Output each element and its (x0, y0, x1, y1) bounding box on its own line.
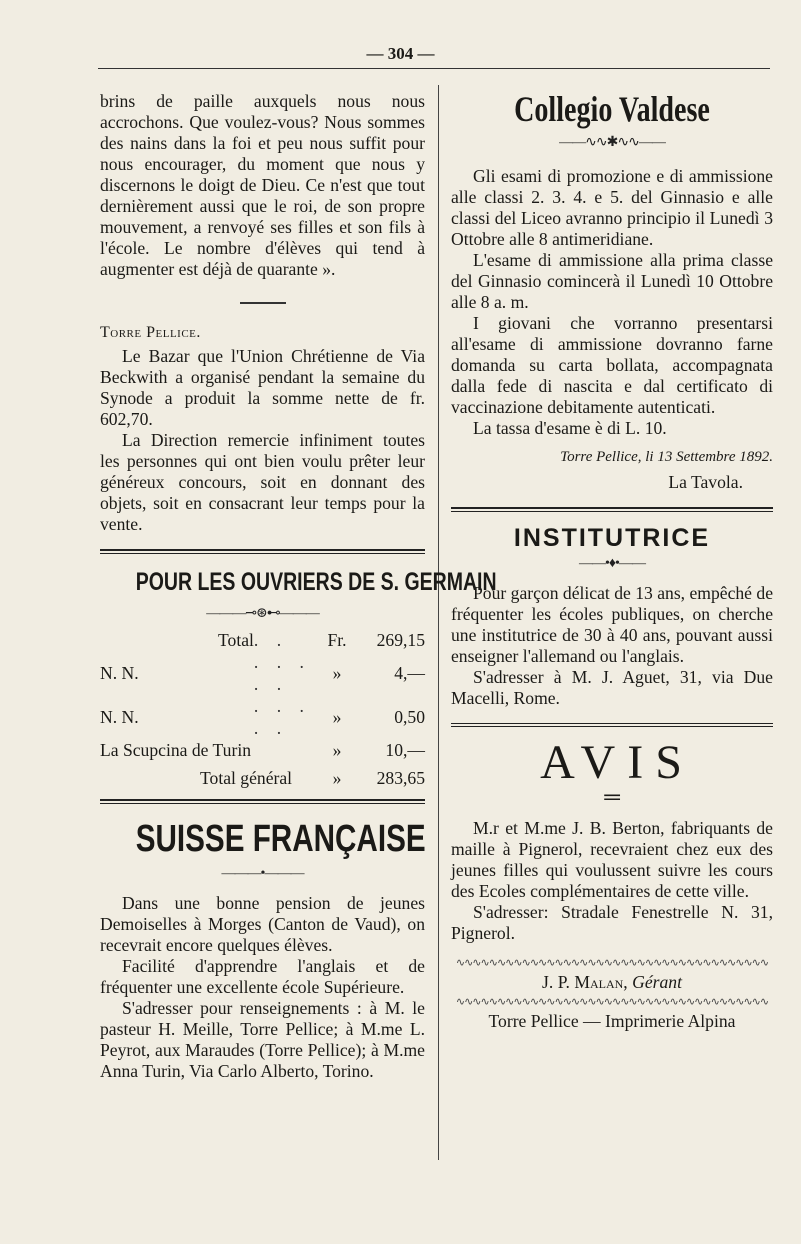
suisse-paragraph-3: S'adresser pour renseignements : à M. le pasteur H. Meille, Torre Pellice; à M.me L. Peyrot, aux Maraudes (Torre Pellice); à M.me Anna Turin, Via Carlo Alberto, Torino. (100, 998, 425, 1081)
column-divider (438, 85, 439, 1160)
institutrice-heading: INSTITUTRICE (513, 524, 711, 552)
avis-paragraph-2: S'adresser: Stradale Fenestrelle N. 31, Pignerol. (451, 902, 773, 943)
donor-name: N. N. (100, 663, 139, 683)
intro-paragraph: brins de paille auxquels nous nous accrochons. Que voulez-vous? Nous sommes des nains dans la foi et peu nous suffit pour nous encourager, du moment que nous y discernons le doigt de Dieu. Ce n'est que tout dernièrement aussi que le roi, de son propre mouvement, a renvoyé ses filles et son fils à l'école. Le nombre d'élèves qui tend à augmenter est déjà de quarante ». (100, 91, 425, 279)
ornament-divider: ———⊸⊛⊷——— (206, 606, 319, 621)
wavy-rule: ∿∿∿∿∿∿∿∿∿∿∿∿∿∿∿∿∿∿∿∿∿∿∿∿∿∿∿∿∿∿∿∿∿∿∿∿∿∿ (455, 997, 769, 1007)
total-currency: Fr. (327, 630, 347, 650)
section-double-rule (451, 507, 773, 512)
total-dots: . . (253, 630, 289, 650)
ornament-divider: ——•♦•—— (579, 556, 645, 571)
torre-paragraph-2: La Direction remercie infiniment toutes les personnes qui ont bien voulu prêter leur généreux concours, soit en donnant des objets, soit en consacrant leur temps pour la vente. (100, 430, 425, 534)
institutrice-paragraph-2: S'adresser à M. J. Aguet, 31, via Due Macelli, Rome. (451, 667, 773, 708)
collegio-paragraph-3: I giovani che vorranno presentarsi all'esame di ammissione dovranno farne domanda su carta bollata, accompagnata dalla fede di nascita e dal certificato di vaccinazione debitamente autenticati. (451, 313, 773, 417)
gerant-name: J. P. Malan, (542, 972, 628, 992)
ornament-divider: ——∿∿✱∿∿—— (559, 135, 665, 150)
wavy-rule: ∿∿∿∿∿∿∿∿∿∿∿∿∿∿∿∿∿∿∿∿∿∿∿∿∿∿∿∿∿∿∿∿∿∿∿∿∿∿ (455, 958, 769, 968)
grand-total-mark: » (332, 768, 342, 788)
donor-amount: 10,— (385, 740, 425, 760)
collegio-signature: La Tavola. (668, 472, 743, 492)
avis-double-bar: ═ (604, 784, 620, 809)
subscription-table (100, 629, 425, 789)
grand-total-amount: 283,65 (376, 768, 425, 788)
collegio-paragraph-4: La tassa d'esame è di L. 10. (473, 418, 667, 438)
collegio-heading: Collegio Valdese (514, 89, 710, 129)
donor-amount: 4,— (394, 663, 425, 683)
donor-name: La Scupcina de Turin (100, 740, 251, 760)
imprint-line: Torre Pellice — Imprimerie Alpina (488, 1011, 736, 1031)
donor-amount: 0,50 (394, 707, 425, 727)
grand-total-label: Total général (200, 768, 293, 788)
gerant-title: Gérant (632, 972, 682, 992)
donor-dots: . . . . . (253, 652, 311, 694)
suisse-paragraph-2: Facilité d'apprendre l'anglais et de fréquenter une excellente école Supérieure. (100, 956, 425, 997)
header-rule (98, 68, 770, 69)
suisse-heading: SUISSE FRANÇAISE (135, 818, 426, 860)
subscription-grand-total-row (100, 761, 425, 789)
donor-mark: » (332, 663, 342, 683)
collegio-paragraph-2: L'esame di ammissione alla prima classe del Ginnasio comincerà il Lunedì 10 Ottobre alle 8 a. m. (451, 250, 773, 312)
ouvriers-heading: POUR LES OUVRIERS DE S. GERMAIN (135, 568, 497, 596)
subscription-row (100, 651, 425, 695)
total-amount: 269,15 (376, 630, 425, 650)
section-double-rule (451, 723, 773, 727)
institutrice-paragraph-1: Pour garçon délicat de 13 ans, empêché de fréquenter les écoles publiques, on cherche une institutrice de 30 à 40 ans, pouvant aussi enseigner l'allemand ou l'anglais. (451, 583, 773, 666)
donor-mark: » (332, 707, 342, 727)
collegio-paragraph-1: Gli esami di promozione e di ammissione alle classi 2. 3. 4. e 5. del Ginnasio e alle classi del Liceo avranno principio il Lunedì 3 Ottobre alle 8 antimeridiane. (451, 166, 773, 249)
left-column (100, 91, 497, 1082)
section-double-rule (100, 549, 425, 554)
ornament-divider: ———•——— (221, 866, 304, 881)
gerant-line (451, 972, 773, 993)
subscription-total-row (100, 629, 425, 651)
torre-paragraph-1: Le Bazar que l'Union Chrétienne de Via Beckwith a organisé pendant la semaine du Synode a produit la somme nette de fr. 602,70. (100, 346, 425, 429)
donor-name: N. N. (100, 707, 139, 727)
donor-dots: . . . . . (253, 696, 311, 738)
subscription-row (100, 739, 425, 761)
section-rule (240, 302, 286, 304)
suisse-paragraph-1: Dans une bonne pension de jeunes Demoiselles à Morges (Canton de Vaud), on recevrait encore quelques élèves. (100, 893, 425, 955)
section-double-rule (100, 799, 425, 804)
collegio-date: Torre Pellice, li 13 Settembre 1892. (560, 449, 773, 465)
torre-heading: Torre Pellice. (100, 324, 201, 341)
subscription-row (100, 695, 425, 739)
avis-heading: AVIS (540, 736, 694, 789)
avis-paragraph-1: M.r et M.me J. B. Berton, fabriquants de maille à Pignerol, recevraient chez eux des jeunes filles qui voulussent suivre les cours des Ecoles complémentaires de cette ville. (451, 818, 773, 901)
right-column (451, 88, 773, 1032)
page-number: — 304 — (366, 44, 435, 63)
total-label: Total (218, 630, 254, 650)
donor-mark: » (332, 740, 342, 760)
